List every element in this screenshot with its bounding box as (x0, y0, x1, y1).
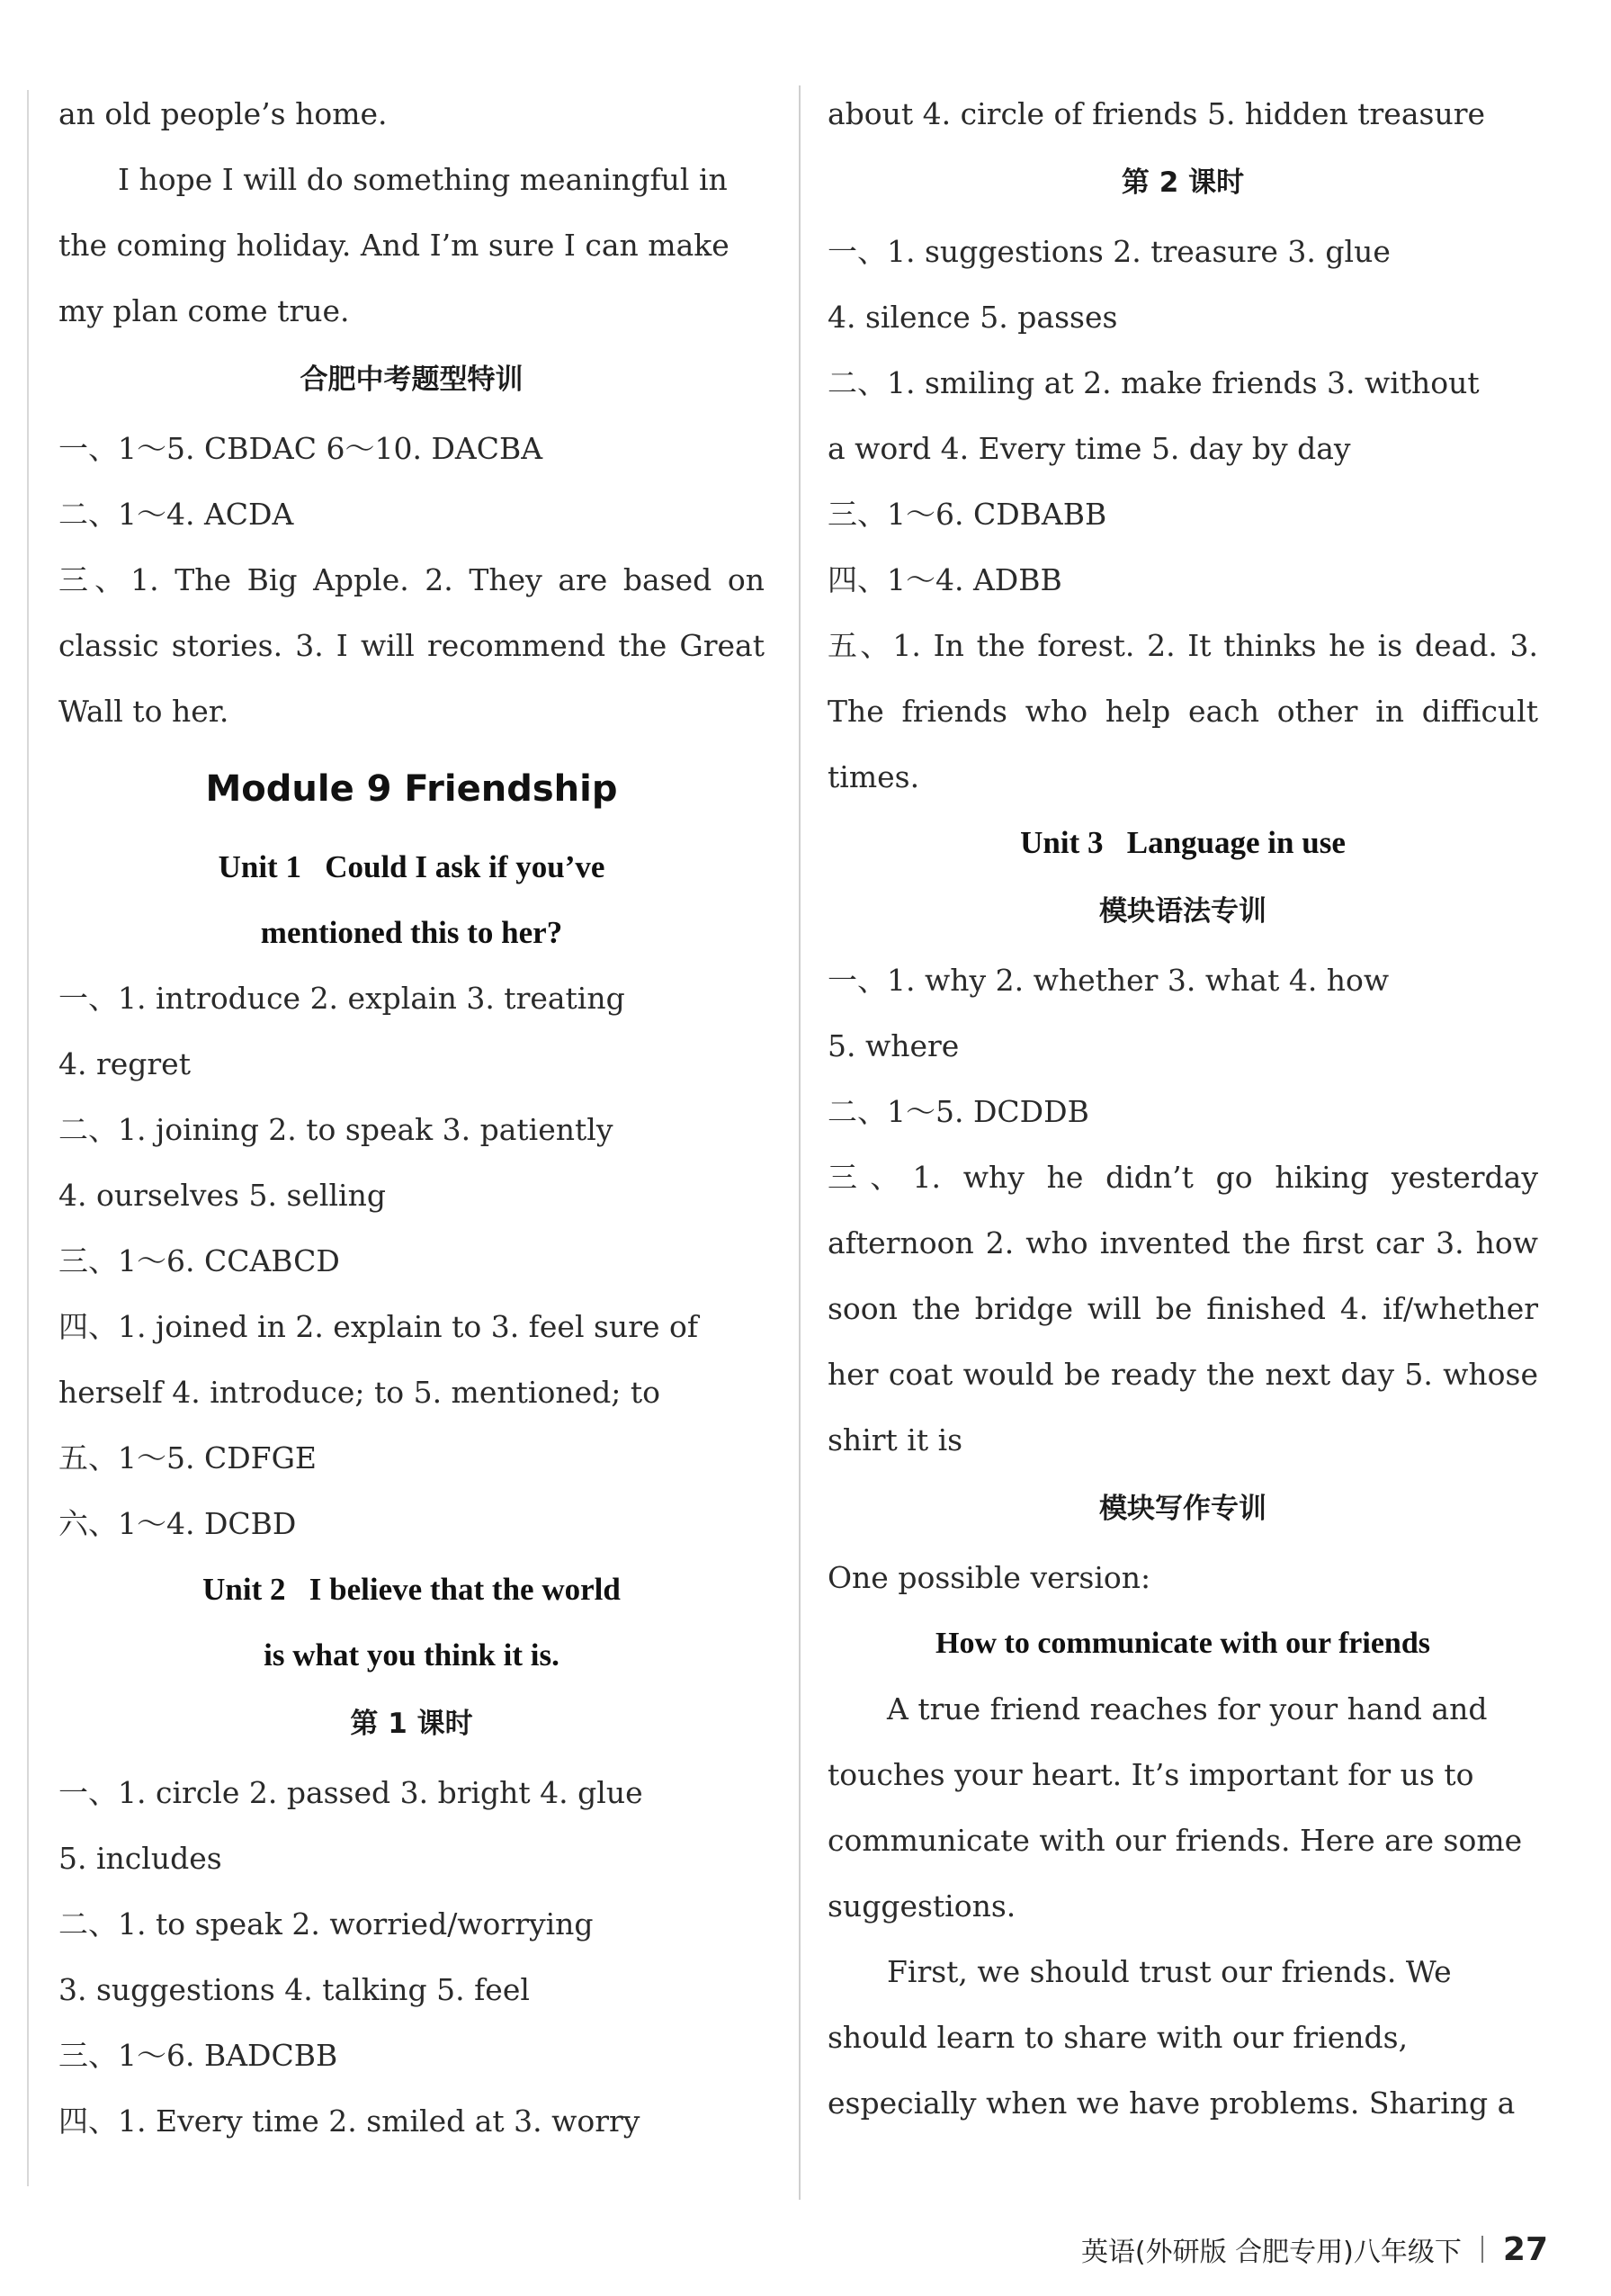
unit-title: Unit 2 I believe that the world (202, 1572, 621, 1607)
answer-line: 四、1. Every time 2. smiled at 3. worry (58, 2103, 640, 2139)
answer-line: 四、1. joined in 2. explain to 3. feel sure of (58, 1309, 699, 1344)
column-divider (799, 85, 801, 2200)
answer-line: 二、1～5. DCDDB (828, 1094, 1089, 1129)
answer-line: 一、1～5. CBDAC 6～10. DACBA (58, 431, 543, 466)
section-heading: 模块写作专训 (1099, 1493, 1266, 1525)
answer-line: 一、1. circle 2. passed 3. bright 4. glue (58, 1775, 643, 1810)
left-margin-rule (27, 90, 29, 2186)
answer-paragraph: 五、1. In the forest. 2. It thinks he is dead. 3. The friends who help each other in difficult times. (828, 628, 1538, 794)
section-heading: 模块语法专训 (1099, 895, 1266, 928)
right-column (828, 81, 1538, 2136)
paragraph: an old people’s home. (58, 96, 388, 131)
answer-paragraph: 三、1. The Big Apple. 2. They are based on classic stories. 3. I will recommend the Great Wall to her. (58, 562, 765, 729)
unit-title: Unit 1 Could I ask if you’ve (218, 849, 605, 884)
answer-line: 三、1～6. CDBABB (828, 497, 1107, 532)
module-title: Module 9 Friendship (205, 768, 618, 810)
answer-line: 六、1～4. DCBD (58, 1506, 297, 1541)
section-heading: 第 2 课时 (1121, 166, 1245, 199)
answer-line: 5. includes (58, 1841, 222, 1876)
essay-title: How to communicate with our friends (935, 1627, 1430, 1660)
page-footer (1081, 2229, 1548, 2269)
answer-line: 二、1～4. ACDA (58, 497, 294, 532)
left-column (58, 81, 765, 2154)
answer-line: 四、1～4. ADBB (828, 562, 1062, 597)
answer-paragraph: 三、1. why he didn’t go hiking yesterday afternoon 2. who invented the first car 3. how soon the bridge will be finished 4. if/whether her coat would be ready the next day 5. whose shirt it is (828, 1160, 1538, 1457)
answer-line: 一、1. suggestions 2. treasure 3. glue (828, 234, 1391, 269)
answer-line: 4. ourselves 5. selling (58, 1178, 386, 1213)
answer-line: 一、1. introduce 2. explain 3. treating (58, 981, 625, 1016)
answer-line: 一、1. why 2. whether 3. what 4. how (828, 963, 1390, 998)
answer-line: 4. regret (58, 1046, 191, 1081)
paragraph: A true friend reaches for your hand and touches your heart. It’s important for us to communicate with our friends. Here are some suggestions. (828, 1691, 1523, 1924)
unit-title: is what you think it is. (264, 1637, 559, 1673)
answer-line: 3. suggestions 4. talking 5. feel (58, 1972, 530, 2007)
answer-line: 二、1. joining 2. to speak 3. patiently (58, 1112, 613, 1147)
paragraph: One possible version: (828, 1560, 1151, 1595)
paragraph: First, we should trust our friends. We should learn to share with our friends, especially when we have problems. Sharing a (828, 1954, 1516, 2121)
answer-line: 4. silence 5. passes (828, 300, 1118, 335)
page-number: 27 (1502, 2230, 1548, 2268)
answer-line: 三、1～6. CCABCD (58, 1243, 340, 1278)
answer-line: 三、1～6. BADCBB (58, 2038, 338, 2073)
section-heading: 第 1 课时 (350, 1708, 473, 1740)
answer-line: herself 4. introduce; to 5. mentioned; to (58, 1375, 660, 1410)
answer-line: 5. where (828, 1028, 960, 1063)
answer-line: 二、1. to speak 2. worried/worrying (58, 1906, 594, 1942)
answer-line: about 4. circle of friends 5. hidden treasure (828, 96, 1485, 131)
paragraph: I hope I will do something meaningful in the coming holiday. And I’m sure I can make my plan come true. (58, 162, 729, 328)
footer-separator (1481, 2236, 1483, 2263)
answer-line: a word 4. Every time 5. day by day (828, 431, 1351, 466)
unit-title: Unit 3 Language in use (1020, 825, 1346, 860)
answer-line: 二、1. smiling at 2. make friends 3. without (828, 365, 1480, 400)
footer-subject: 英语(外研版 合肥专用)八年级下 (1080, 2237, 1462, 2268)
answer-line: 五、1～5. CDFGE (58, 1440, 318, 1475)
section-heading: 合肥中考题型特训 (300, 363, 524, 396)
unit-title: mentioned this to her? (260, 915, 563, 950)
